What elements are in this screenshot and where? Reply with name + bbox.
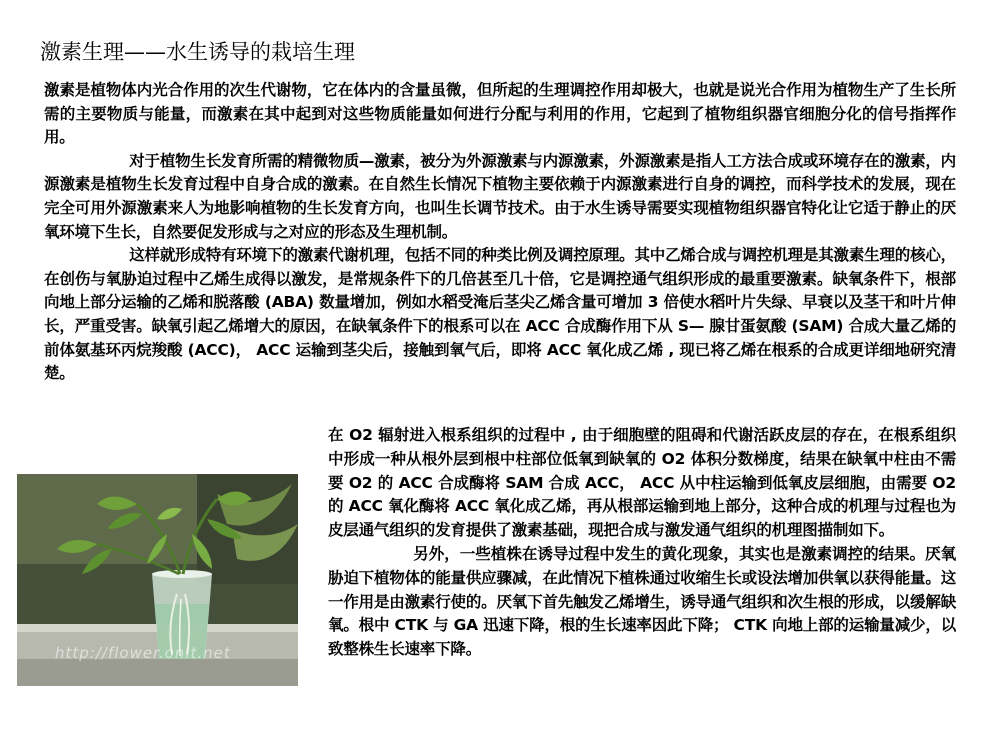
paragraph-hormone-types: 对于植物生长发育所需的精微物质—激素，被分为外源激素与内源激素，外源激素是指人工方法合成或环境存在的激素，内源激素是植物生长发育过程中自身合成的激素。在自然生长情况下植物主要依赖于内源激素进行自身的调控，而科学技术的发展，现在完全可用外源激素来人为地影响植物的生长发育方向，也叫生长调节技术。由于水生诱导需要实现植物组织器官特化让它适于静止的厌氧环境下生长，自然要促发形成与之对应的形态及生理机制。 [44, 151, 956, 241]
paragraph-hormone-intro: 激素是植物体内光合作用的次生代谢物，它在体内的含量虽微，但所起的生理调控作用却极大，也就是说光合作用为植物生产了生长所需的主要物质与能量，而激素在其中起到对这些物质能量如何进行分配与利用的作用，它起到了植物组织器官细胞分化的信号指挥作用。 [44, 81, 956, 147]
paragraph-ethylene-mechanism: 这样就形成特有环境下的激素代谢机理，包括不同的种类比例及调控原理。其中乙烯合成与调控机理是其激素生理的核心，在创伤与氧胁迫过程中乙烯生成得以激发，是常规条件下的几倍甚至几十倍，它是调控通气组织形成的最重要激素。缺氧条件下，根部向地上部分运输的乙烯和脱落酸 (ABA) 数量增加，例如水稻受淹后茎尖乙烯含量可增加 3 倍使水稻叶片失绿、早衰以及茎干和叶片伸长，严重受害。缺氧引起乙烯增大的原因，在缺氧条件下的根系可以在 ACC 合成酶作用下从 S— 腺甘蛋氨酸 (SAM) 合成大量乙烯的前体氨基环丙烷羧酸 (ACC)， ACC 运输到茎尖后，接触到氧气后，即将 ACC 氧化成乙烯 , 现已将乙烯在根系的合成更详细地研究清楚。 [44, 246, 956, 383]
photo-watermark: http://flower.onlt.net [55, 644, 231, 662]
top-text-block [44, 79, 956, 386]
plant-in-glass-photo [17, 474, 298, 686]
paragraph-o2-gradient: 在 O2 辐射进入根系组织的过程中 , 由于细胞壁的阻碍和代谢活跃皮层的存在，在根系组织中形成一种从根外层到根中柱部位低氧到缺氧的 O2 体积分数梯度，结果在缺氧中柱由不需要 O2 的 ACC 合成酶将 SAM 合成 ACC， ACC 从中柱运输到低氧皮层细胞，由需要 O2 的 ACC 氧化酶将 ACC 氧化成乙烯，再从根部运输到地上部分，这种合成的机理与过程也为皮层通气组织的发育提供了激素基础，现把合成与激发通气组织的机理图描制如下。 [328, 426, 956, 540]
page-title: 激素生理——水生诱导的栽培生理 [40, 40, 355, 64]
right-text-block [328, 424, 956, 662]
paragraph-etiolation: 另外，一些植株在诱导过程中发生的黄化现象，其实也是激素调控的结果。厌氧胁迫下植物体的能量供应骤减，在此情况下植株通过收缩生长或设法增加供氧以获得能量。这一作用是由激素行使的。厌氧下首先触发乙烯增生，诱导通气组织和次生根的形成，以缓解缺氧。根中 CTK 与 GA 迅速下降，根的生长速率因此下降； CTK 向地上部的运输量减少，以致整株生长速率下降。 [328, 544, 956, 659]
